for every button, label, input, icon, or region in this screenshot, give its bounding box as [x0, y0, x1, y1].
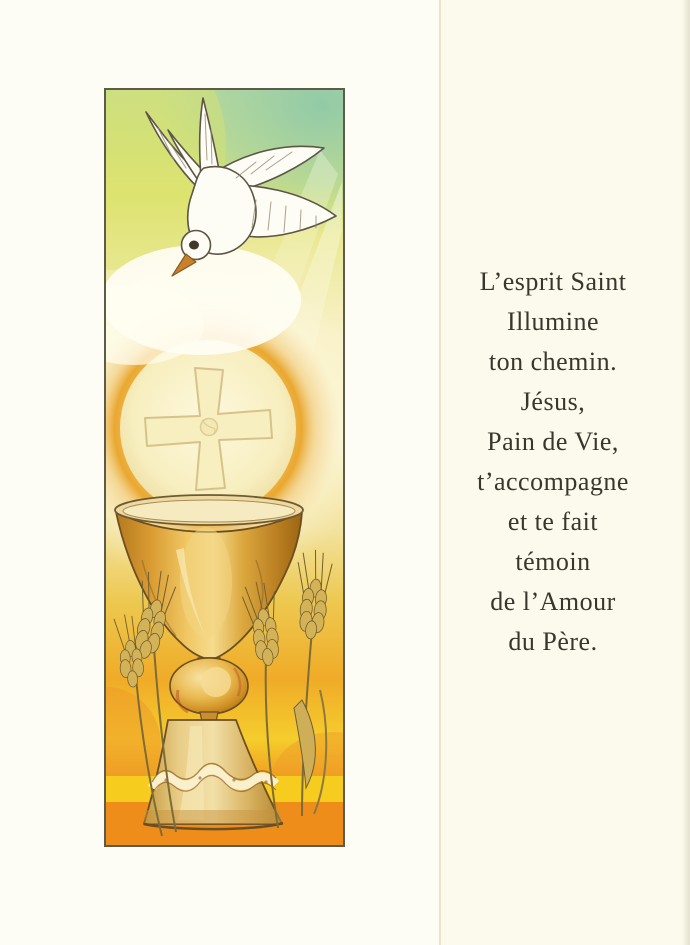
poem-line: Pain de Vie, — [487, 427, 619, 456]
scan-edge-shadow — [682, 0, 690, 945]
poem-line: Illumine — [506, 307, 600, 336]
poem-line: et te fait — [507, 507, 599, 536]
poem-line: t’accompagne — [477, 467, 629, 496]
poem-line: Jésus, — [520, 387, 586, 416]
poem-line: du Père. — [508, 627, 598, 656]
blessing-text — [441, 262, 665, 662]
poem-line: témoin — [515, 547, 591, 576]
communion-illustration — [106, 90, 343, 845]
poem-line: de l’Amour — [490, 587, 616, 616]
poem-line: L’esprit Saint — [479, 267, 627, 296]
poem-line: ton chemin. — [488, 347, 618, 376]
illustration-panel — [104, 88, 345, 847]
